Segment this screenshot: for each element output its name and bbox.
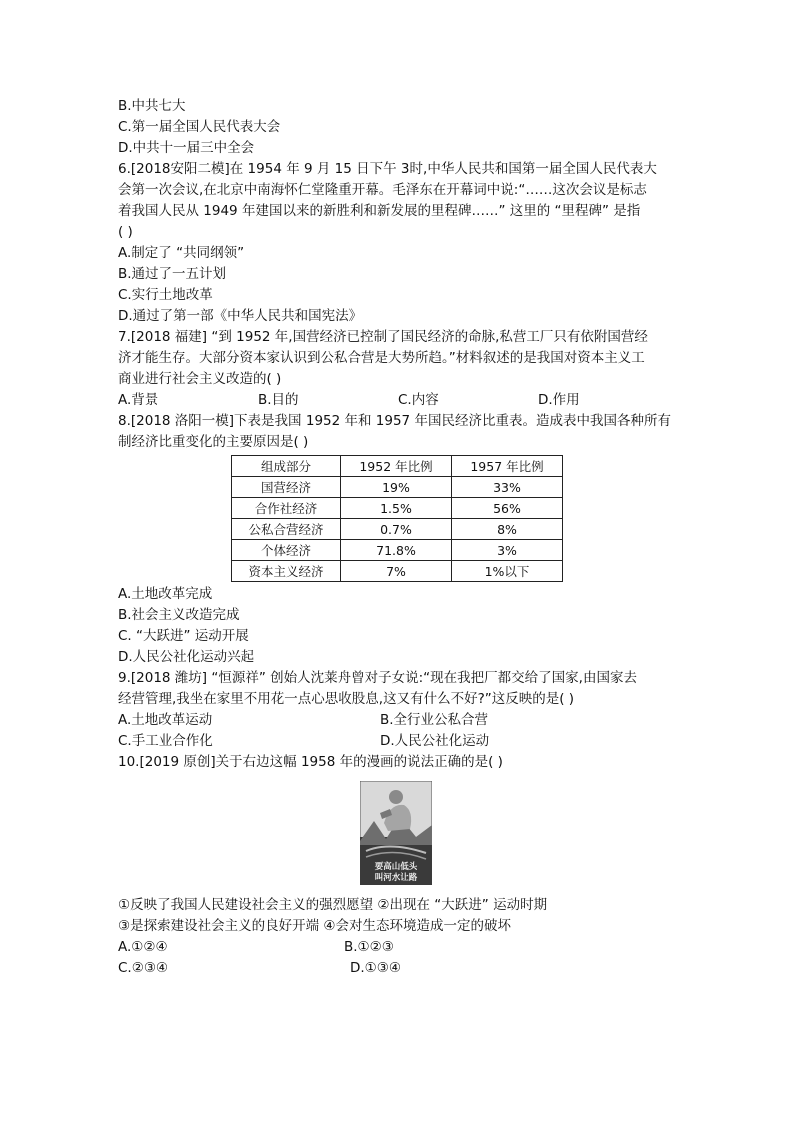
q8-option-a: A.土地改革完成	[118, 586, 213, 602]
q9-option-a: A.土地改革运动	[118, 712, 213, 728]
table-cell: 资本主义经济	[232, 561, 341, 582]
cartoon-illustration	[360, 781, 432, 885]
table-cell: 公私合营经济	[232, 519, 341, 540]
cartoon-1958-image	[360, 781, 432, 885]
q6-line-1: 6.[2018安阳二模]在 1954 年 9 月 15 日下午 3时,中华人民共和国第一届全国人民代表大	[118, 161, 657, 177]
q6-option-a: A.制定了 “共同纲领”	[118, 245, 245, 261]
q9-line-1: 9.[2018 潍坊] “恒源祥” 创始人沈莱舟曾对子女说:“现在我把厂都交给了国家,由国家去	[118, 670, 637, 686]
table-cell: 7%	[341, 561, 452, 582]
table-row	[232, 477, 563, 498]
q7-option-d: D.作用	[538, 392, 580, 408]
economy-ratio-table	[231, 455, 563, 582]
table-header: 组成部分	[232, 456, 341, 477]
q7-line-3: 商业进行社会主义改造的( )	[118, 371, 282, 387]
table-cell: 国营经济	[232, 477, 341, 498]
table-cell: 8%	[452, 519, 563, 540]
table-cell: 合作社经济	[232, 498, 341, 519]
table-cell: 0.7%	[341, 519, 452, 540]
q7-option-b: B.目的	[258, 392, 299, 408]
q7-options	[118, 390, 678, 411]
q9-option-c: C.手工业合作化	[118, 733, 213, 749]
q8-option-b: B.社会主义改造完成	[118, 607, 240, 623]
table-row	[232, 540, 563, 561]
q9-options-row-2	[118, 731, 678, 752]
option-b-prev: B.中共七大	[118, 98, 186, 114]
option-d-prev: D.中共十一届三中全会	[118, 140, 255, 156]
q9-option-b: B.全行业公私合营	[380, 712, 489, 728]
q10-options-row-2	[118, 958, 678, 979]
q10-statement-1-2: ①反映了我国人民建设社会主义的强烈愿望 ②出现在 “大跃进” 运动时期	[118, 897, 548, 913]
q7-line-1: 7.[2018 福建] “到 1952 年,国营经济已控制了国民经济的命脉,私营工厂只有依附国营经	[118, 329, 648, 345]
q10-option-b: B.①②③	[344, 939, 394, 955]
q10-option-d: D.①③④	[350, 960, 401, 976]
q6-line-2: 会第一次会议,在北京中南海怀仁堂隆重开幕。毛泽东在开幕词中说:“……这次会议是标志	[118, 182, 647, 198]
q6-answer-blank: ( )	[118, 224, 133, 240]
cartoon-caption-line-2: 叫河水让路	[374, 873, 418, 883]
q10-option-a: A.①②④	[118, 939, 168, 955]
cartoon-caption-line-1: 要高山低头	[374, 862, 418, 872]
q10-line-1: 10.[2019 原创]关于右边这幅 1958 年的漫画的说法正确的是( )	[118, 754, 503, 770]
table-row	[232, 498, 563, 519]
table-cell: 56%	[452, 498, 563, 519]
q8-line-1: 8.[2018 洛阳一模]下表是我国 1952 年和 1957 年国民经济比重表。造成表中我国各种所有	[118, 413, 671, 429]
q6-option-c: C.实行土地改革	[118, 287, 213, 303]
table-cell: 33%	[452, 477, 563, 498]
q9-option-d: D.人民公社化运动	[380, 733, 490, 749]
table-cell: 1.5%	[341, 498, 452, 519]
table-header: 1952 年比例	[341, 456, 452, 477]
table-cell: 1%以下	[452, 561, 563, 582]
table-row	[232, 561, 563, 582]
q7-option-c: C.内容	[398, 392, 439, 408]
option-c-prev: C.第一届全国人民代表大会	[118, 119, 281, 135]
table-header: 1957 年比例	[452, 456, 563, 477]
q7-option-a: A.背景	[118, 392, 159, 408]
q8-option-d: D.人民公社化运动兴起	[118, 649, 255, 665]
table-cell: 71.8%	[341, 540, 452, 561]
q9-options-row-1	[118, 710, 678, 731]
q10-option-c: C.②③④	[118, 960, 169, 976]
q6-option-d: D.通过了第一部《中华人民共和国宪法》	[118, 308, 363, 324]
table-cell: 个体经济	[232, 540, 341, 561]
q6-option-b: B.通过了一五计划	[118, 266, 227, 282]
table-header-row	[232, 456, 563, 477]
q8-option-c: C. “大跃进” 运动开展	[118, 628, 249, 644]
q8-line-2: 制经济比重变化的主要原因是( )	[118, 434, 309, 450]
table-cell: 19%	[341, 477, 452, 498]
q10-statement-3-4: ③是探索建设社会主义的良好开端 ④会对生态环境造成一定的破坏	[118, 918, 511, 934]
table-row	[232, 519, 563, 540]
q9-line-2: 经营管理,我坐在家里不用花一点心思收股息,这又有什么不好?”这反映的是( )	[118, 691, 575, 707]
q6-line-3: 着我国人民从 1949 年建国以来的新胜利和新发展的里程碑……” 这里的 “里程碑” 是指	[118, 203, 641, 219]
q10-options-row-1	[118, 937, 678, 958]
q7-line-2: 济才能生存。大部分资本家认识到公私合营是大势所趋。”材料叙述的是我国对资本主义工	[118, 350, 645, 366]
table-cell: 3%	[452, 540, 563, 561]
exam-page	[118, 96, 678, 979]
